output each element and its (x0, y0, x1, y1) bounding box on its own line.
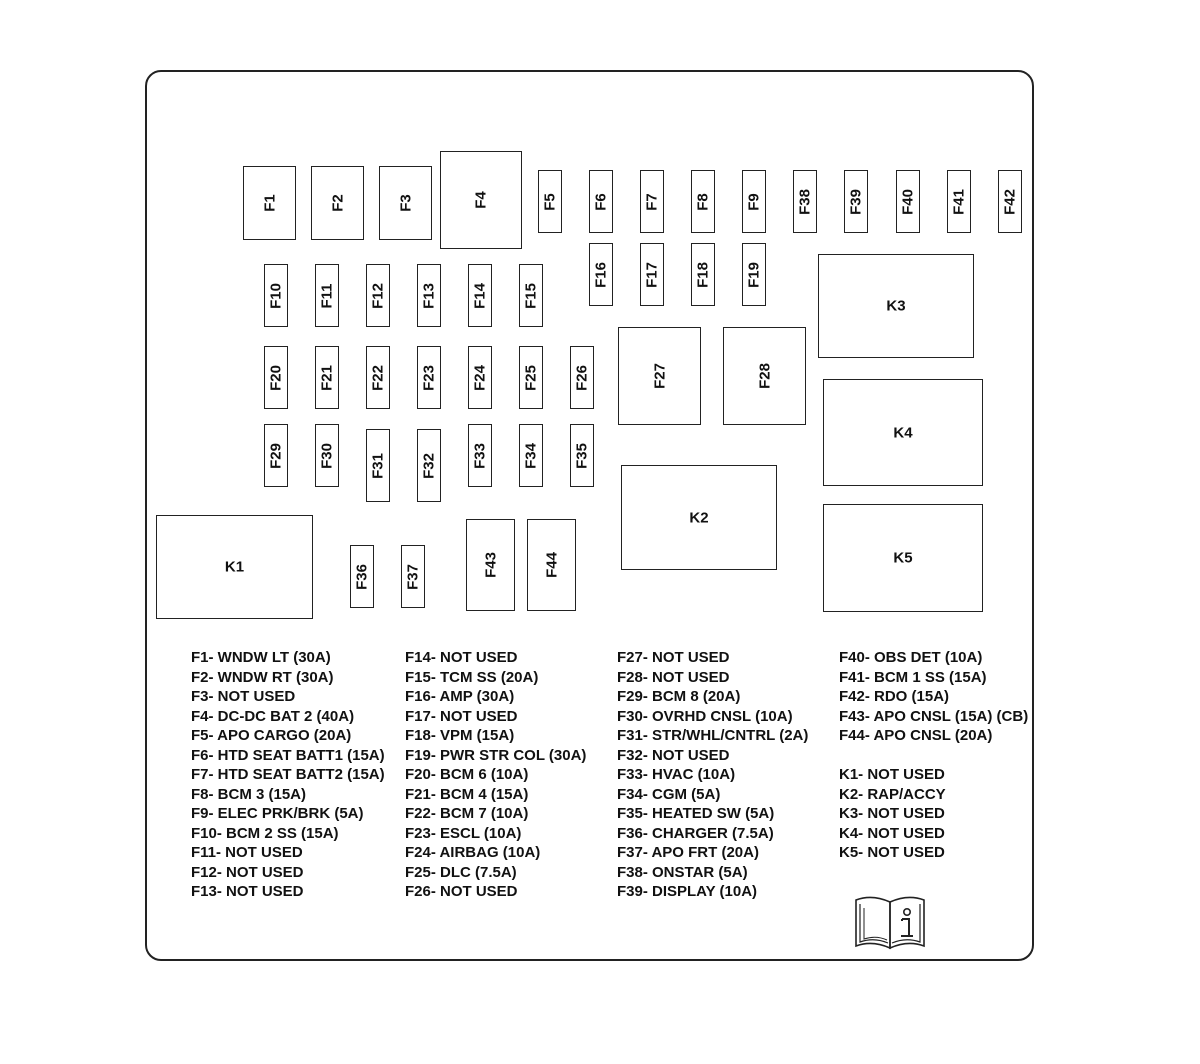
fuse-f15 (519, 264, 543, 327)
relay-k2 (621, 465, 777, 570)
fuse-f42 (998, 170, 1022, 233)
relay-k1 (156, 515, 313, 619)
fuse-f10 (264, 264, 288, 327)
relay-k3 (818, 254, 974, 358)
fuse-f36 (350, 545, 374, 608)
fuse-label: F6 (592, 192, 610, 211)
legend-item: F2- WNDW RT (30A) (191, 668, 334, 686)
fuse-f26 (570, 346, 594, 409)
fuse-label: F12 (369, 282, 387, 309)
fuse-label: F29 (267, 442, 285, 469)
legend-item: F22- BCM 7 (10A) (405, 805, 529, 822)
fuse-f16 (589, 243, 613, 306)
fuse-f7 (640, 170, 664, 233)
legend-item: F21- BCM 4 (15A) (405, 785, 529, 803)
fuse-label: F26 (573, 364, 591, 391)
legend-column-3 (617, 648, 808, 902)
fuse-f6 (589, 170, 613, 233)
fuse-f35 (570, 424, 594, 487)
fuse-label: F7 (643, 192, 661, 211)
fuse-f13 (417, 264, 441, 327)
legend-item: F34- CGM (5A) (617, 785, 721, 803)
fuse-label: F14 (471, 282, 489, 309)
legend-item: K2- RAP/ACCY (839, 785, 946, 803)
fuse-f27 (618, 327, 701, 425)
legend-item: F24- AIRBAG (10A) (405, 844, 541, 861)
owner-manual-info-icon (852, 892, 928, 952)
fuse-f37 (401, 545, 425, 608)
legend-item: F28- NOT USED (617, 668, 730, 686)
fuse-f32 (417, 429, 441, 502)
fuse-f41 (947, 170, 971, 233)
fuse-label: F34 (522, 442, 540, 469)
fuse-label: F13 (420, 282, 438, 309)
legend-item: F27- NOT USED (617, 649, 730, 666)
fuse-label: F9 (745, 192, 763, 211)
legend-item: F40- OBS DET (10A) (839, 649, 983, 666)
fuse-label: F11 (318, 282, 336, 309)
fuse-f21 (315, 346, 339, 409)
legend-column-4 (839, 648, 1028, 863)
legend-item: F42- RDO (15A) (839, 688, 950, 705)
legend-item: F31- STR/WHL/CNTRL (2A) (617, 727, 809, 744)
legend-item: F32- NOT USED (617, 746, 730, 764)
fuse-label: F41 (950, 188, 968, 215)
legend-item: F3- NOT USED (191, 688, 296, 705)
fuse-label: F32 (420, 452, 438, 479)
relay-label: K1 (224, 558, 245, 576)
legend-item: F16- AMP (30A) (405, 688, 515, 705)
fuse-f8 (691, 170, 715, 233)
fuse-label: F31 (369, 452, 387, 479)
fuse-label: F20 (267, 364, 285, 391)
legend-item: F26- NOT USED (405, 883, 518, 900)
legend-item: F41- BCM 1 SS (15A) (839, 668, 987, 686)
legend-item: F12- NOT USED (191, 863, 304, 881)
fuse-label: F16 (592, 261, 610, 288)
relay-label: K2 (689, 509, 709, 526)
relay-label: K4 (893, 424, 913, 441)
fuse-f12 (366, 264, 390, 327)
legend-item: F7- HTD SEAT BATT2 (15A) (191, 766, 385, 783)
fuse-f11 (315, 264, 339, 327)
fuse-f1 (243, 166, 296, 240)
fuse-label: F8 (694, 192, 712, 211)
fuse-label: F22 (369, 364, 387, 391)
legend-item: F10- BCM 2 SS (15A) (191, 824, 339, 842)
legend-item: F20- BCM 6 (10A) (405, 766, 529, 783)
legend-item: F5- APO CARGO (20A) (191, 727, 352, 744)
fuse-label: F38 (796, 188, 814, 215)
fuse-f38 (793, 170, 817, 233)
fuse-f14 (468, 264, 492, 327)
fuse-f43 (466, 519, 515, 611)
fuse-f19 (742, 243, 766, 306)
legend-item: F37- APO FRT (20A) (617, 844, 759, 861)
legend-item: K1- NOT USED (839, 766, 945, 783)
fuse-label: F35 (573, 442, 591, 469)
fuse-f30 (315, 424, 339, 487)
legend-item: F6- HTD SEAT BATT1 (15A) (191, 746, 385, 764)
legend-item: F11- NOT USED (191, 844, 303, 861)
legend-spacer (839, 746, 1028, 766)
fuse-label: F1 (261, 194, 278, 212)
legend-item: F18- VPM (15A) (405, 727, 515, 744)
fuse-label: F2 (329, 194, 346, 212)
fuse-label: F10 (267, 282, 285, 309)
relay-k5 (823, 504, 983, 612)
fuse-f2 (311, 166, 364, 240)
fuse-f33 (468, 424, 492, 487)
fuse-label: F23 (420, 364, 438, 391)
fuse-f44 (527, 519, 576, 611)
legend-item: F36- CHARGER (7.5A) (617, 824, 774, 842)
fuse-label: F18 (694, 261, 712, 288)
fuse-label: F43 (482, 552, 499, 578)
fuse-f23 (417, 346, 441, 409)
fuse-f34 (519, 424, 543, 487)
legend-item: F30- OVRHD CNSL (10A) (617, 707, 793, 725)
fuse-f28 (723, 327, 806, 425)
fuse-f24 (468, 346, 492, 409)
fuse-label: F37 (404, 563, 422, 590)
legend-item: F44- APO CNSL (20A) (839, 727, 993, 744)
fuse-label: F39 (847, 188, 865, 215)
relay-label: K3 (886, 297, 906, 315)
fuse-label: F25 (522, 364, 540, 391)
fuse-label: F15 (522, 282, 540, 309)
legend-item: F29- BCM 8 (20A) (617, 688, 741, 705)
legend-item: K3- NOT USED (839, 805, 945, 822)
legend-item: K5- NOT USED (839, 844, 945, 861)
fuse-label: F42 (1001, 188, 1019, 215)
fuse-label: F44 (543, 552, 560, 578)
fuse-f25 (519, 346, 543, 409)
fuse-f22 (366, 346, 390, 409)
fuse-label: F30 (318, 442, 336, 469)
fuse-label: F40 (899, 188, 917, 215)
legend-item: F1- WNDW LT (30A) (191, 649, 331, 666)
fuse-label: F36 (353, 563, 371, 590)
fuse-f3 (379, 166, 432, 240)
legend-item: F23- ESCL (10A) (405, 824, 522, 842)
fuse-f20 (264, 346, 288, 409)
fuse-f39 (844, 170, 868, 233)
legend-item: F9- ELEC PRK/BRK (5A) (191, 805, 364, 822)
fuse-label: F17 (643, 261, 661, 288)
legend-item: F33- HVAC (10A) (617, 766, 736, 783)
fuse-f4 (440, 151, 522, 249)
legend-item: F14- NOT USED (405, 649, 518, 666)
fuse-f17 (640, 243, 664, 306)
fuse-label: F3 (397, 194, 414, 212)
legend-item: K4- NOT USED (839, 824, 945, 842)
legend-item: F43- APO CNSL (15A) (CB) (839, 707, 1029, 725)
legend-item: F35- HEATED SW (5A) (617, 805, 775, 822)
legend-item: F4- DC-DC BAT 2 (40A) (191, 707, 355, 725)
relay-label: K5 (893, 549, 913, 567)
legend-column-2 (405, 648, 586, 902)
fuse-label: F4 (472, 191, 490, 209)
fuse-f31 (366, 429, 390, 502)
legend-item: F13- NOT USED (191, 883, 304, 900)
fuse-f5 (538, 170, 562, 233)
legend-item: F39- DISPLAY (10A) (617, 883, 758, 900)
fuse-f40 (896, 170, 920, 233)
relay-k4 (823, 379, 983, 486)
fuse-f18 (691, 243, 715, 306)
fuse-label: F24 (471, 364, 489, 391)
fuse-label: F19 (745, 261, 763, 288)
legend-item: F19- PWR STR COL (30A) (405, 746, 587, 764)
fuse-label: F5 (541, 192, 559, 211)
legend-item: F38- ONSTAR (5A) (617, 863, 748, 881)
fuse-f9 (742, 170, 766, 233)
fuse-label: F33 (471, 442, 489, 469)
fuse-label: F28 (756, 363, 773, 389)
legend-column-1 (191, 648, 385, 902)
legend-item: F17- NOT USED (405, 707, 518, 725)
legend-item: F8- BCM 3 (15A) (191, 785, 307, 803)
fuse-f29 (264, 424, 288, 487)
fuse-label: F27 (651, 363, 668, 389)
legend-item: F25- DLC (7.5A) (405, 863, 517, 881)
fuse-label: F21 (318, 364, 336, 391)
legend-item: F15- TCM SS (20A) (405, 668, 539, 686)
